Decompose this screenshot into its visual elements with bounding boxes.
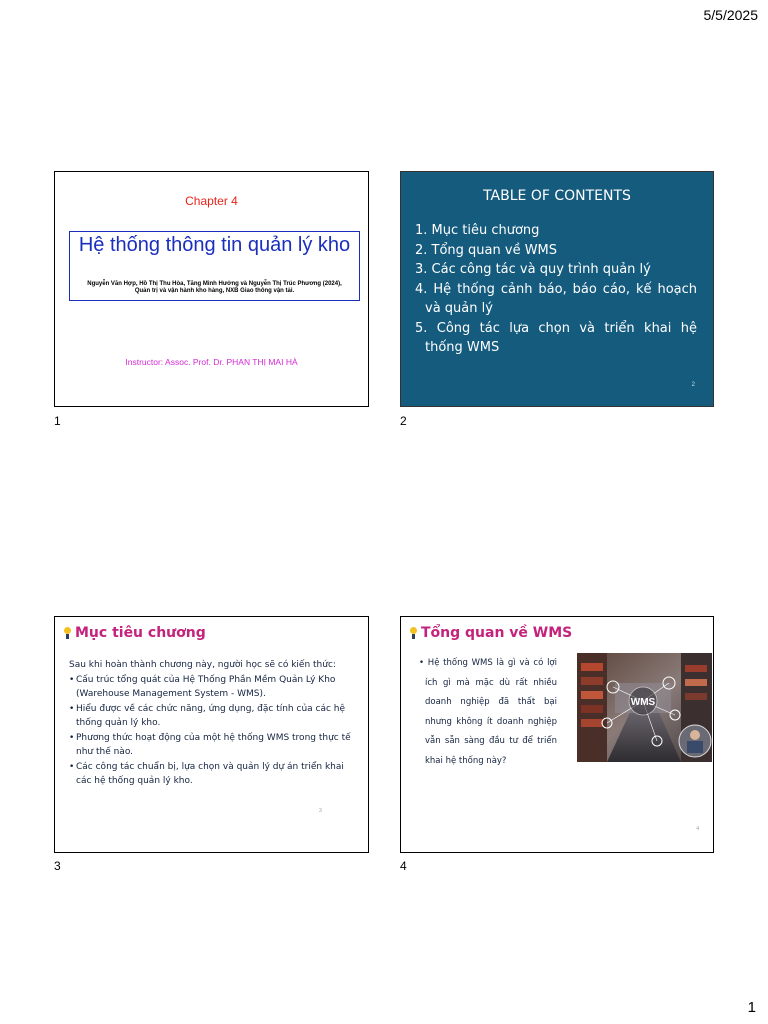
chapter-label: Chapter 4: [185, 194, 238, 208]
slide-heading: [63, 625, 206, 641]
reference-line: Nguyễn Văn Hợp, Hồ Thị Thu Hòa, Tăng Minh Hưởng và Nguyễn Thị Trúc Phương (2024),: [87, 281, 342, 287]
slide-page-number: 2: [691, 382, 695, 388]
list-item: • Cấu trúc tổng quát của Hệ Thống Phần Mềm Quản Lý Kho (Warehouse Management System - WMS).: [69, 673, 357, 702]
intro-text: Sau khi hoàn thành chương này, người học sẽ có kiến thức:: [69, 660, 336, 670]
lightbulb-icon: [63, 627, 71, 640]
reference-citation: [70, 281, 359, 295]
warehouse-image: [577, 653, 712, 762]
print-date: 5/5/2025: [703, 7, 758, 23]
lightbulb-icon: [409, 627, 417, 640]
title-box: [69, 231, 360, 301]
list-item: 2. Tổng quan về WMS: [415, 242, 558, 258]
slide-title: TABLE OF CONTENTS: [483, 188, 631, 204]
slide-title: Tổng quan về WMS: [421, 625, 573, 641]
reference-line: Quản trị và vận hành kho hàng, NXB Giao thông vận tải.: [134, 288, 295, 294]
contents-list: [415, 221, 697, 358]
slide-title: Mục tiêu chương: [75, 625, 206, 641]
slide-page-number: 4: [696, 826, 699, 832]
bullet-list: [421, 654, 557, 771]
list-item: 4. Hệ thống cảnh báo, báo cáo, kế hoạch và quản lý: [415, 281, 697, 316]
bullet-list: [69, 673, 357, 789]
slide-page-number: 3: [319, 808, 322, 814]
slide-number: 3: [54, 859, 61, 873]
slide-number: 4: [400, 859, 407, 873]
list-item: • Hiểu được về các chức năng, ứng dụng, đặc tính của các hệ thống quản lý kho.: [69, 702, 357, 731]
slide-4-thumbnail: [400, 616, 714, 853]
slide-body: [69, 658, 357, 789]
list-item: 1. Mục tiêu chương: [415, 223, 540, 238]
instructor-line: Instructor: Assoc. Prof. Dr. PHAN THỊ MAI HÀ: [125, 357, 298, 367]
list-item: 3. Các công tác và quy trình quản lý: [415, 262, 651, 277]
slide-number: 1: [54, 414, 61, 428]
slide-heading: [409, 625, 572, 641]
list-item: 5. Công tác lựa chọn và triển khai hệ thống WMS: [415, 320, 697, 355]
bullet-text: Hệ thống WMS là gì và có lợi ích gì mà mặc dù rất nhiều doanh nghiệp đã thất bại nhưng không ít doanh nghiệp vẫn sẵn sàng đầu tư để triển khai hệ thống này?: [425, 658, 557, 766]
slide-title: Hệ thống thông tin quản lý kho: [78, 234, 351, 256]
slide-2-thumbnail: [400, 171, 714, 407]
slide-1-thumbnail: [54, 171, 369, 407]
list-item: • Các công tác chuẩn bị, lựa chọn và quản lý dự án triển khai các hệ thống quản lý kho.: [69, 760, 357, 789]
wms-image-label: WMS: [630, 697, 656, 708]
slide-3-thumbnail: [54, 616, 369, 853]
list-item: • Phương thức hoạt động của một hệ thống WMS trong thực tế như thế nào.: [69, 731, 357, 760]
page-number: 1: [747, 999, 756, 1016]
slide-number: 2: [400, 414, 407, 428]
list-item: • Hệ thống WMS là gì và có lợi ích gì mà mặc dù rất nhiều doanh nghiệp đã thất bại nhưng không ít doanh nghiệp vẫn sẵn sàng đầu tư để triển khai hệ thống này?: [419, 658, 557, 766]
